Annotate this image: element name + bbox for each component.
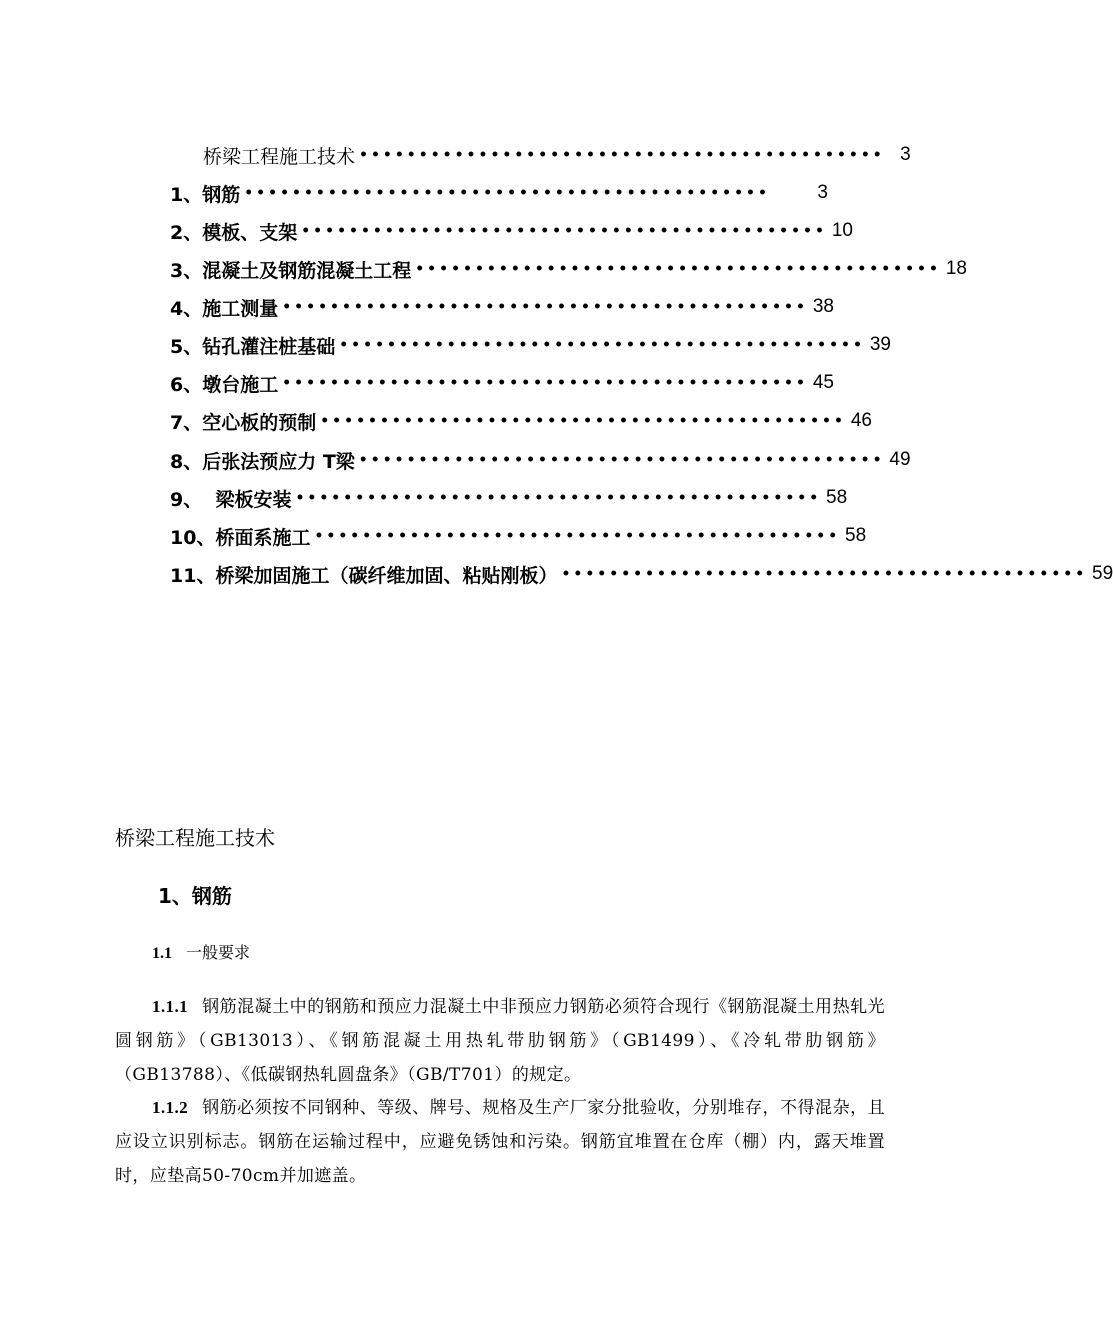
- toc-entry-label: 11、桥梁加固施工（碳纤维加固、粘贴刚板）: [170, 564, 558, 587]
- toc-entry-label: 1、钢筋: [170, 183, 241, 206]
- toc-entry[interactable]: [170, 402, 872, 440]
- toc-entry-label: 5、钻孔灌注桩基础: [170, 335, 336, 358]
- subsection-title: 一般要求: [186, 943, 251, 962]
- toc-entry-label: 8、后张法预应力 T梁: [170, 450, 355, 473]
- toc-entry-label: 3、混凝土及钢筋混凝土工程: [170, 259, 412, 282]
- toc-entry[interactable]: [203, 136, 911, 174]
- toc-entry[interactable]: [170, 364, 834, 402]
- document-title: 桥梁工程施工技术: [115, 826, 275, 850]
- toc-page-number: 18: [945, 258, 967, 279]
- toc-entry[interactable]: [170, 250, 967, 288]
- toc-leader-dots: ••••••••••••••••••••••••••••••••••••••••••••: [314, 528, 841, 544]
- toc-entry-label: 4、施工测量: [170, 297, 279, 320]
- toc-leader-dots: ••••••••••••••••••••••••••••••••••••••••••••: [244, 185, 770, 201]
- toc-page-number: 10: [831, 220, 853, 241]
- toc-page-number: 3: [817, 182, 828, 203]
- toc-page-number: 45: [812, 372, 834, 393]
- section-heading: 1、钢筋: [158, 884, 232, 908]
- toc-leader-dots: ••••••••••••••••••••••••••••••••••••••••••••: [295, 490, 822, 506]
- toc-entry-label: 2、模板、支架: [170, 221, 298, 244]
- toc-entry[interactable]: [170, 479, 848, 517]
- toc-leader-dots: ••••••••••••••••••••••••••••••••••••••••••••: [359, 147, 885, 163]
- clause-number: 1.1.1: [152, 997, 188, 1016]
- toc-entry-label: 10、桥面系施工: [170, 526, 311, 549]
- toc-page-number: 49: [889, 449, 911, 470]
- toc-entry[interactable]: [170, 441, 911, 479]
- toc-page-number: 39: [869, 334, 891, 355]
- toc-page-number: 38: [812, 296, 834, 317]
- toc-entry[interactable]: [170, 288, 834, 326]
- paragraph-text: 钢筋必须按不同钢种、等级、牌号、规格及生产厂家分批验收，分别堆存，不得混杂，且应设立识别标志。钢筋在运输过程中，应避免锈蚀和污染。钢筋宜堆置在仓库（棚）内，露天堆置时，应垫高50-70cm并加遮盖。: [115, 1098, 885, 1186]
- paragraph: [115, 1091, 885, 1193]
- toc-page-number: 59: [1092, 563, 1113, 584]
- paragraph: [115, 990, 885, 1092]
- toc-page-number: 58: [845, 525, 867, 546]
- toc-entry[interactable]: [170, 326, 891, 364]
- toc-entry-label: 6、墩台施工: [170, 373, 279, 396]
- toc-entry-label: 7、空心板的预制: [170, 411, 317, 434]
- clause-number: 1.1.2: [152, 1098, 188, 1117]
- toc-entry-label: 桥梁工程施工技术: [203, 145, 356, 168]
- toc-entry[interactable]: [170, 212, 853, 250]
- subsection-heading: [152, 940, 250, 963]
- toc-entry-label: 9、 梁板安装: [170, 488, 292, 511]
- paragraph-text: 钢筋混凝土中的钢筋和预应力混凝土中非预应力钢筋必须符合现行《钢筋混凝土用热轧光圆钢筋》（GB13013）、《钢筋混凝土用热轧带肋钢筋》（GB1499）、《冷轧带肋钢筋》（GB13788）、《低碳钢热轧圆盘条》（GB/T701）的规定。: [115, 997, 885, 1085]
- toc-leader-dots: ••••••••••••••••••••••••••••••••••••••••••••: [358, 452, 885, 468]
- toc-leader-dots: ••••••••••••••••••••••••••••••••••••••••••••: [282, 299, 808, 315]
- toc-entry[interactable]: [170, 174, 828, 212]
- toc-leader-dots: ••••••••••••••••••••••••••••••••••••••••••••: [301, 223, 827, 239]
- toc-entry[interactable]: [170, 555, 1113, 593]
- toc-page-number: 46: [850, 410, 872, 431]
- toc-leader-dots: ••••••••••••••••••••••••••••••••••••••••••••: [282, 375, 808, 391]
- toc-page-number: 58: [826, 487, 848, 508]
- toc-leader-dots: ••••••••••••••••••••••••••••••••••••••••••••: [339, 337, 865, 353]
- toc-entry[interactable]: [170, 517, 867, 555]
- subsection-number: 1.1: [152, 945, 172, 962]
- toc-leader-dots: ••••••••••••••••••••••••••••••••••••••••••••: [561, 566, 1088, 582]
- toc-page-number: 3: [900, 144, 911, 165]
- toc-leader-dots: ••••••••••••••••••••••••••••••••••••••••••••: [320, 413, 846, 429]
- toc-leader-dots: ••••••••••••••••••••••••••••••••••••••••••••: [415, 261, 941, 277]
